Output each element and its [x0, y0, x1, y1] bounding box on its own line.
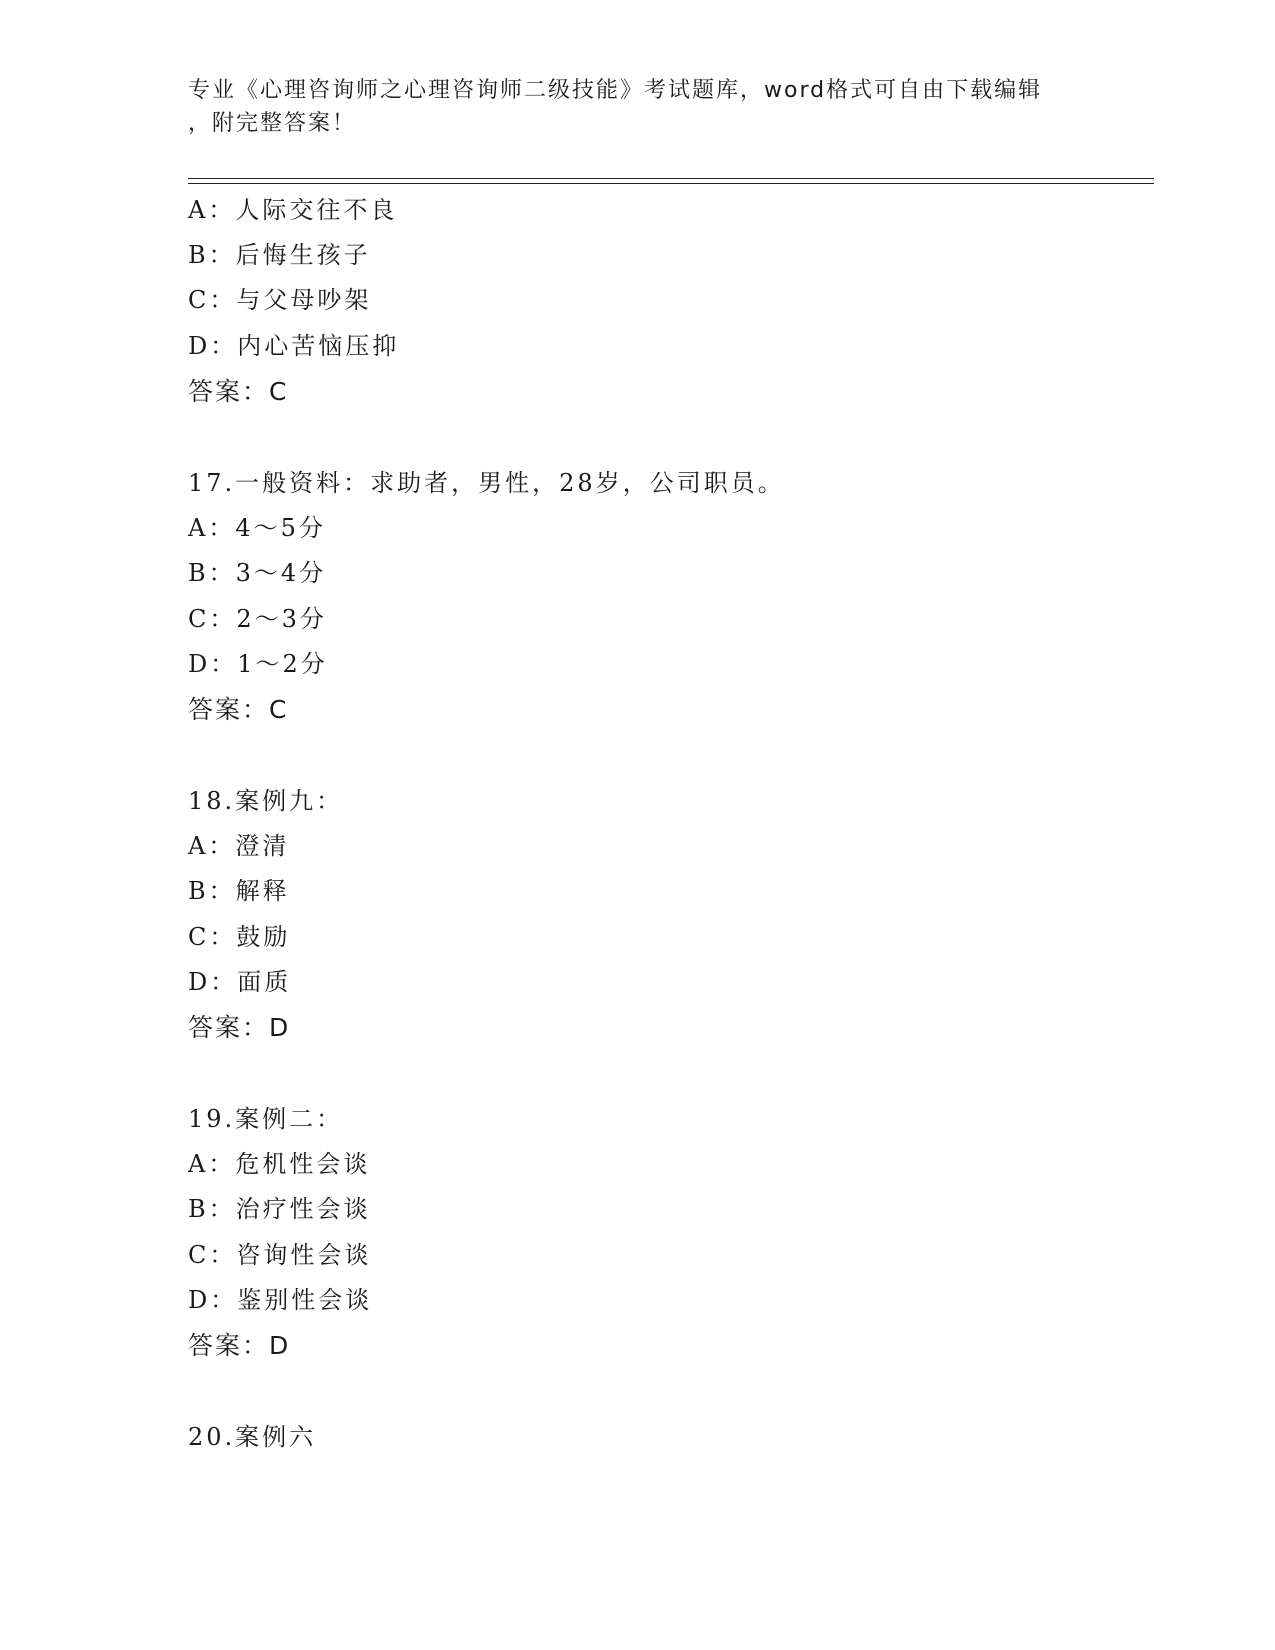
header-divider-top — [188, 178, 1154, 179]
q16-option-a: A：人际交往不良 — [188, 196, 398, 224]
q18-option-a: A：澄清 — [188, 832, 290, 860]
q17-title: 17.一般资料：求助者，男性，28岁，公司职员。 — [188, 469, 785, 497]
q17-option-c: C：2～3分 — [188, 605, 327, 633]
q17-option-a: A：4～5分 — [188, 514, 326, 542]
q18-option-d: D：面质 — [188, 968, 292, 996]
q20-title: 20.案例六 — [188, 1423, 317, 1451]
q19-option-a: A：危机性会谈 — [188, 1150, 371, 1178]
q17-option-d: D：1～2分 — [188, 650, 328, 678]
header-divider-bottom — [188, 183, 1154, 184]
q16-option-c: C：与父母吵架 — [188, 286, 372, 314]
q16-answer: 答案：C — [188, 377, 289, 406]
header-line-1: 专业《心理咨询师之心理咨询师二级技能》考试题库，word格式可自由下载编辑 — [188, 78, 1043, 103]
q17-option-b: B：3～4分 — [188, 559, 327, 587]
q18-option-c: C：鼓励 — [188, 923, 291, 951]
q19-option-d: D：鉴别性会谈 — [188, 1286, 373, 1314]
q19-option-b: B：治疗性会谈 — [188, 1195, 371, 1223]
q19-title: 19.案例二： — [188, 1105, 344, 1133]
q16-option-d: D：内心苦恼压抑 — [188, 332, 400, 360]
q19-option-c: C：咨询性会谈 — [188, 1241, 372, 1269]
q18-answer: 答案：D — [188, 1013, 291, 1042]
q16-option-b: B：后悔生孩子 — [188, 241, 371, 269]
document-header — [188, 74, 1088, 140]
q17-answer: 答案：C — [188, 695, 289, 724]
q18-option-b: B：解释 — [188, 877, 290, 905]
q18-title: 18.案例九： — [188, 787, 344, 815]
header-line-2: ，附完整答案！ — [188, 111, 357, 136]
q19-answer: 答案：D — [188, 1331, 291, 1360]
